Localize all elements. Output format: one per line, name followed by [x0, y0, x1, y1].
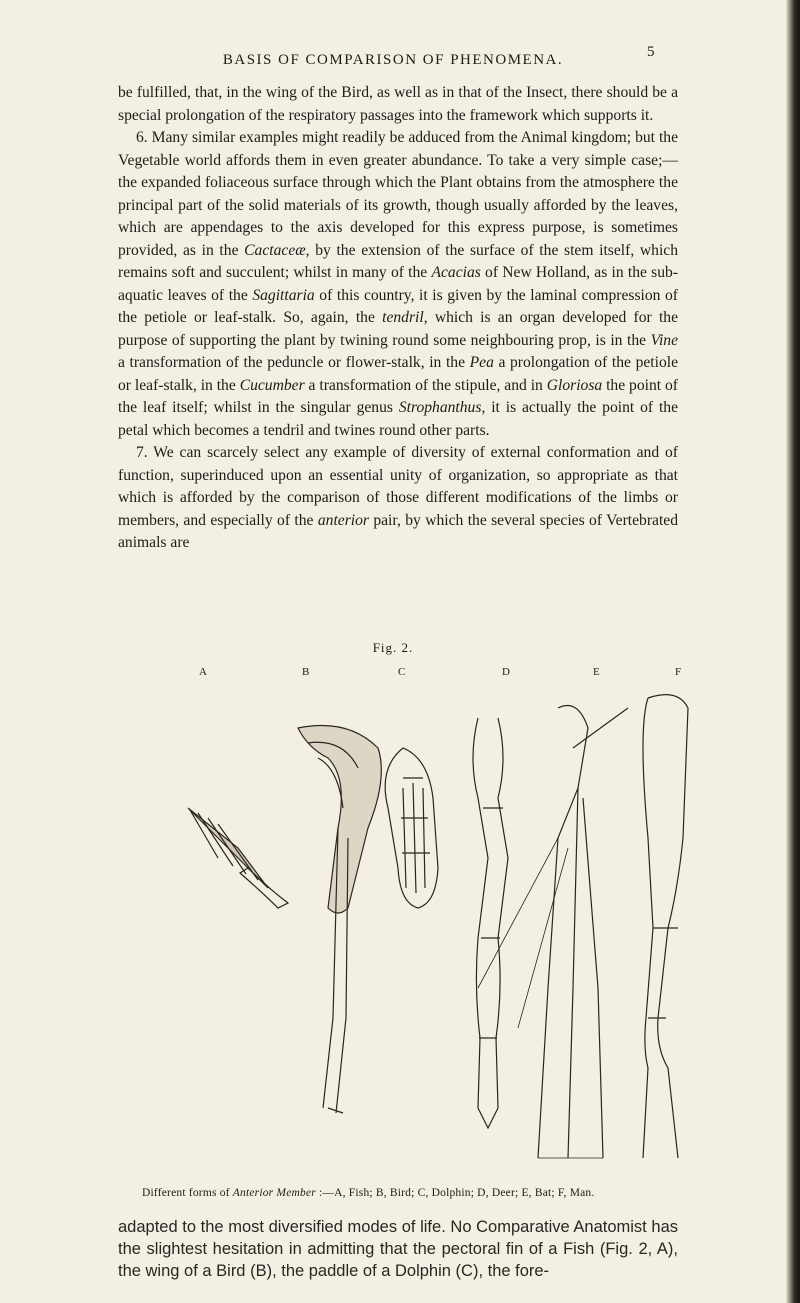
- figure-letter-e: E: [593, 666, 601, 678]
- figure-letter-a: A: [199, 666, 208, 678]
- deer-leg-illustration: [473, 718, 508, 1128]
- dolphin-paddle-illustration: [385, 748, 438, 908]
- figure-caption: Different forms of Anterior Member :—A, Fish; B, Bird; C, Dolphin; D, Deer; E, Bat; F, Man.: [142, 1187, 595, 1199]
- paragraph-7: 7. We can scarcely select any example of diversity of external conformation and of function, superinduced upon an essential unity of organization, so appropriate as that which is afforded by the comparison of those different modifications of the limbs or members, and especially of the anterior pair, by which the several species of Vertebrated animals are: [118, 444, 678, 551]
- figure-letters: [0, 666, 786, 682]
- bottom-paragraph: adapted to the most diversified modes of life. No Comparative Anatomist has the slightest hesitation in admitting that the pectoral fin of a Fish (Fig. 2, A), the wing of a Bird (B), the paddle of a Dolphin (C), the fore-: [118, 1218, 678, 1280]
- paragraph-continuation: be fulfilled, that, in the wing of the Bird, as well as in that of the Insect, there should be a special prolongation of the respiratory passages into the framework which supports it.: [118, 84, 678, 124]
- figure-letter-b: B: [302, 666, 311, 678]
- page-binding-edge: [786, 0, 800, 1303]
- figure-title: Fig. 2.: [372, 640, 414, 655]
- figure-letter-d: D: [502, 666, 511, 678]
- running-header: BASIS OF COMPARISON OF PHENOMENA.: [222, 52, 564, 68]
- human-arm-illustration: [643, 695, 688, 1158]
- bat-wing-illustration: [478, 706, 628, 1159]
- body-text: [118, 82, 678, 555]
- figure-letter-f: F: [675, 666, 683, 678]
- page-number: 5: [647, 44, 655, 60]
- paragraph-6: 6. Many similar examples might readily be adduced from the Animal kingdom; but the Vegetable world affords them in even greater abundance. To take a very simple case;—the expanded foliaceous surface through which the Plant obtains from the atmosphere the principal part of the solid materials of its growth, though usually afforded by the leaves, which are appendages to the axis developed for this express purpose, is sometimes provided, as in the Cactaceæ, by the extension of the surface of the stem itself, which remains soft and succulent; whilst in many of the Acacias of New Holland, as in the sub-aquatic leaves of the Sagittaria of this country, it is given by the laminal compression of the petiole or leaf-stalk. So, again, the tendril, which is an organ developed for the purpose of supporting the plant by twining round some neighbouring prop, is in the Vine a transformation of the peduncle or flower-stalk, in the Pea a prolongation of the petiole or leaf-stalk, in the Cucumber a transformation of the stipule, and in Gloriosa the point of the leaf itself; whilst in the singular genus Strophanthus, it is actually the point of the petal which becomes a tendril and twines round other parts.: [118, 129, 679, 439]
- fish-fin-illustration: [188, 808, 288, 908]
- bird-wing-illustration: [298, 726, 381, 1114]
- figure-letter-c: C: [398, 666, 407, 678]
- anterior-limbs-engraving: [178, 688, 718, 1178]
